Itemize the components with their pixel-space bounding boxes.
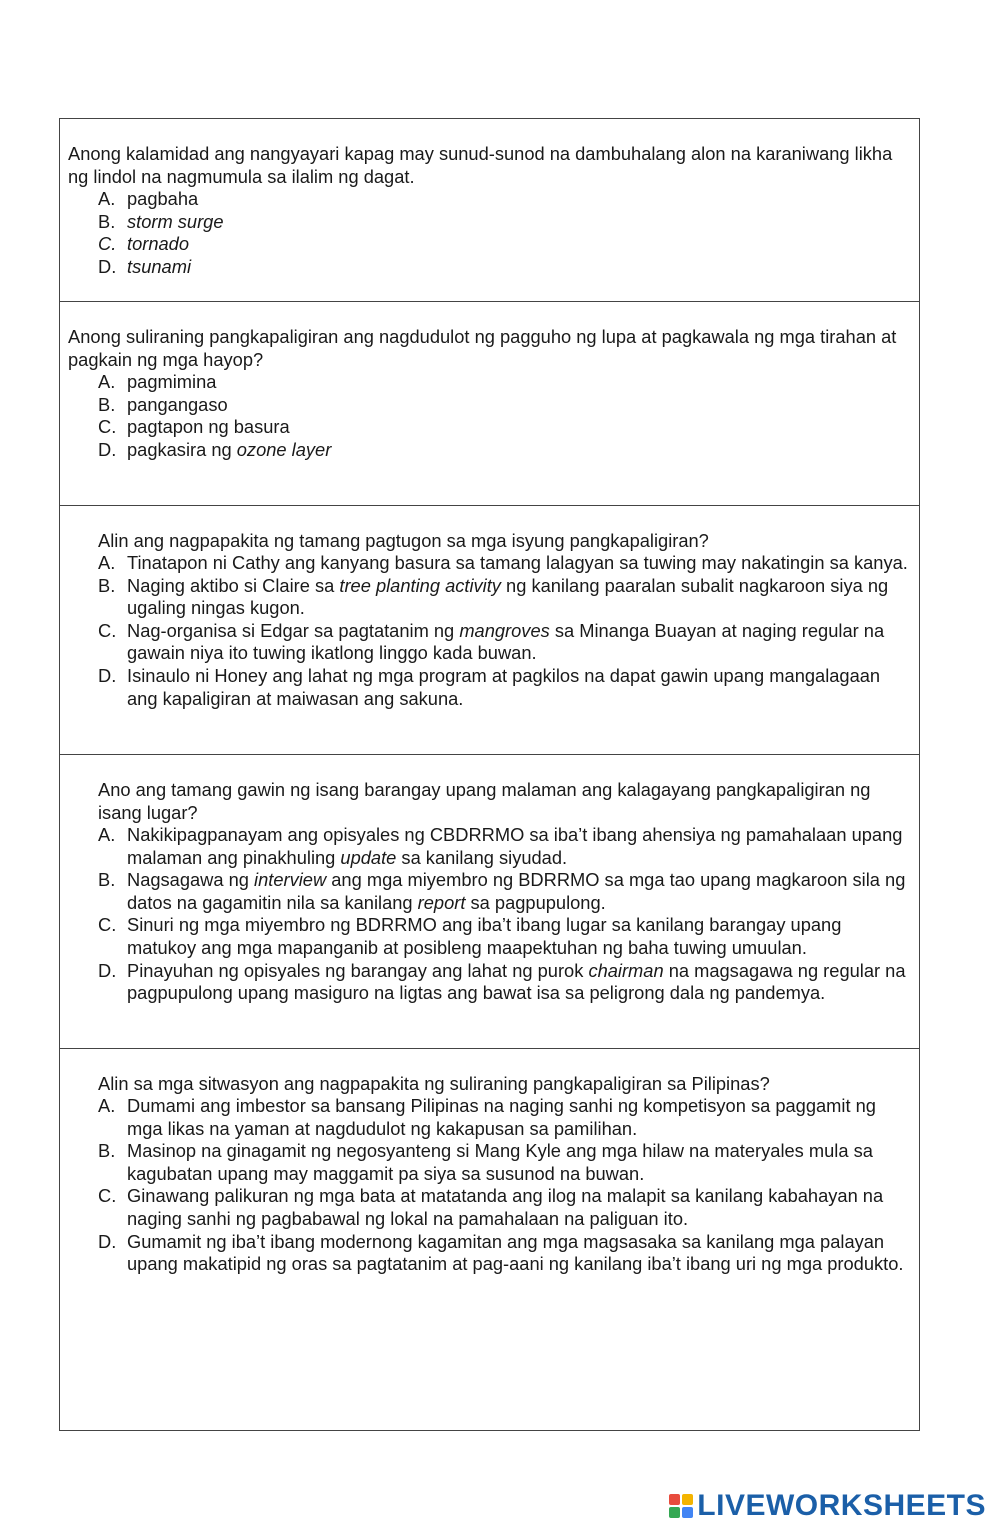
question-1-options [98, 188, 911, 278]
liveworksheets-brand [669, 1488, 986, 1524]
option-d: D. Pinayuhan ng opisyales ng barangay ang lahat ng purok chairman na magsagawa ng regular na pagpupulong upang masiguro na ligtas ang bawat isa sa peligrong dala ng pandemya. [98, 959, 906, 1004]
option-b: B. Masinop na ginagamit ng negosyanteng si Mang Kyle ang mga hilaw na materyales mula sa kagubatan upang may maggamit pa siya sa susunod na buwan. [98, 1140, 873, 1184]
question-4-options [98, 824, 911, 1005]
question-2-options [98, 371, 911, 461]
option-c: C. Ginawang palikuran ng mga bata at matatanda ang ilog na malapit sa kanilang kabahayan na naging sanhi ng pagbabawal ng lokal na pamahalaan na paliguan ito. [98, 1185, 884, 1229]
option-b: B. Naging aktibo si Claire sa tree planting activity ng kanilang paaralan subalit nagkaroon siya ng ugaling ningas kugon. [98, 574, 889, 619]
option-c: C. pagtapon ng basura [98, 416, 290, 438]
option-d: D. pagkasira ng ozone layer [98, 438, 332, 460]
option-d: D. Gumamit ng iba’t ibang modernong kagamitan ang mga magsasaka sa kanilang mga palayan upang makatipid ng oras sa pagtatanim at pag-aani ng kanilang iba’t ibang uri ng mga produkto. [98, 1230, 904, 1275]
option-d: D. Isinaulo ni Honey ang lahat ng mga program at pagkilos na dapat gawin upang mangalagaan ang kapaligiran at maiwasan ang sakuna. [98, 664, 881, 709]
question-5 [60, 1049, 919, 1430]
option-b: B. Nagsagawa ng interview ang mga miyembro ng BDRRMO sa mga tao upang magkaroon sila ng datos na gagamitin nila sa kanilang report sa pagpupulong. [98, 869, 906, 913]
question-3-options [98, 552, 911, 710]
question-1 [60, 119, 919, 302]
question-2-stem: Anong suliraning pangkapaligiran ang nagdudulot ng pagguho ng lupa at pagkawala ng mga tirahan at pagkain ng mga hayop? [68, 326, 897, 370]
question-3 [60, 506, 919, 755]
option-a: A. Nakikipagpanayam ang opisyales ng CBDRRMO sa iba’t ibang ahensiya ng pamahalaan upang malaman ang pinakhuling update sa kanilang siyudad. [98, 824, 903, 868]
question-4 [60, 755, 919, 1049]
worksheet-table [59, 118, 920, 1431]
option-a: A. Dumami ang imbestor sa bansang Pilipinas na naging sanhi ng kompetisyon sa paggamit ng mga likas na yaman at nagdudulot ng kakapusan sa pamilihan. [98, 1095, 876, 1139]
question-3-stem: Alin ang nagpapakita ng tamang pagtugon sa mga isyung pangkapaligiran? [98, 530, 709, 551]
question-5-stem: Alin sa mga sitwasyon ang nagpapakita ng suliraning pangkapaligiran sa Pilipinas? [98, 1073, 770, 1094]
liveworksheets-logo-icon [669, 1494, 693, 1518]
question-2 [60, 302, 919, 506]
option-b: B. storm surge [98, 210, 224, 232]
brand-name: LIVEWORKSHEETS [697, 1489, 986, 1522]
option-a: A. Tinatapon ni Cathy ang kanyang basura sa tamang lalagyan sa tuwing may nakatingin sa kanya. [98, 552, 908, 573]
option-c: C. Nag-organisa si Edgar sa pagtatanim ng mangroves sa Minanga Buayan at naging regular na gawain niya ito tuwing ikatlong linggo kada buwan. [98, 619, 885, 664]
option-a: A. pagmimina [98, 371, 217, 392]
option-d: D. tsunami [98, 255, 192, 277]
question-5-options [98, 1095, 911, 1276]
option-c: C. Sinuri ng mga miyembro ng BDRRMO ang iba’t ibang lugar sa kanilang barangay upang matukoy ang mga mapanganib at posibleng maapektuhan ng baha tuwing umuulan. [98, 914, 842, 958]
option-b: B. pangangaso [98, 393, 228, 415]
option-c: C. tornado [98, 233, 190, 255]
option-a: A. pagbaha [98, 188, 199, 209]
question-1-stem: Anong kalamidad ang nangyayari kapag may sunud-sunod na dambuhalang alon na karaniwang likha ng lindol na nagmumula sa ilalim ng dagat. [68, 143, 893, 187]
question-4-stem: Ano ang tamang gawin ng isang barangay upang malaman ang kalagayang pangkapaligiran ng isang lugar? [98, 779, 871, 823]
